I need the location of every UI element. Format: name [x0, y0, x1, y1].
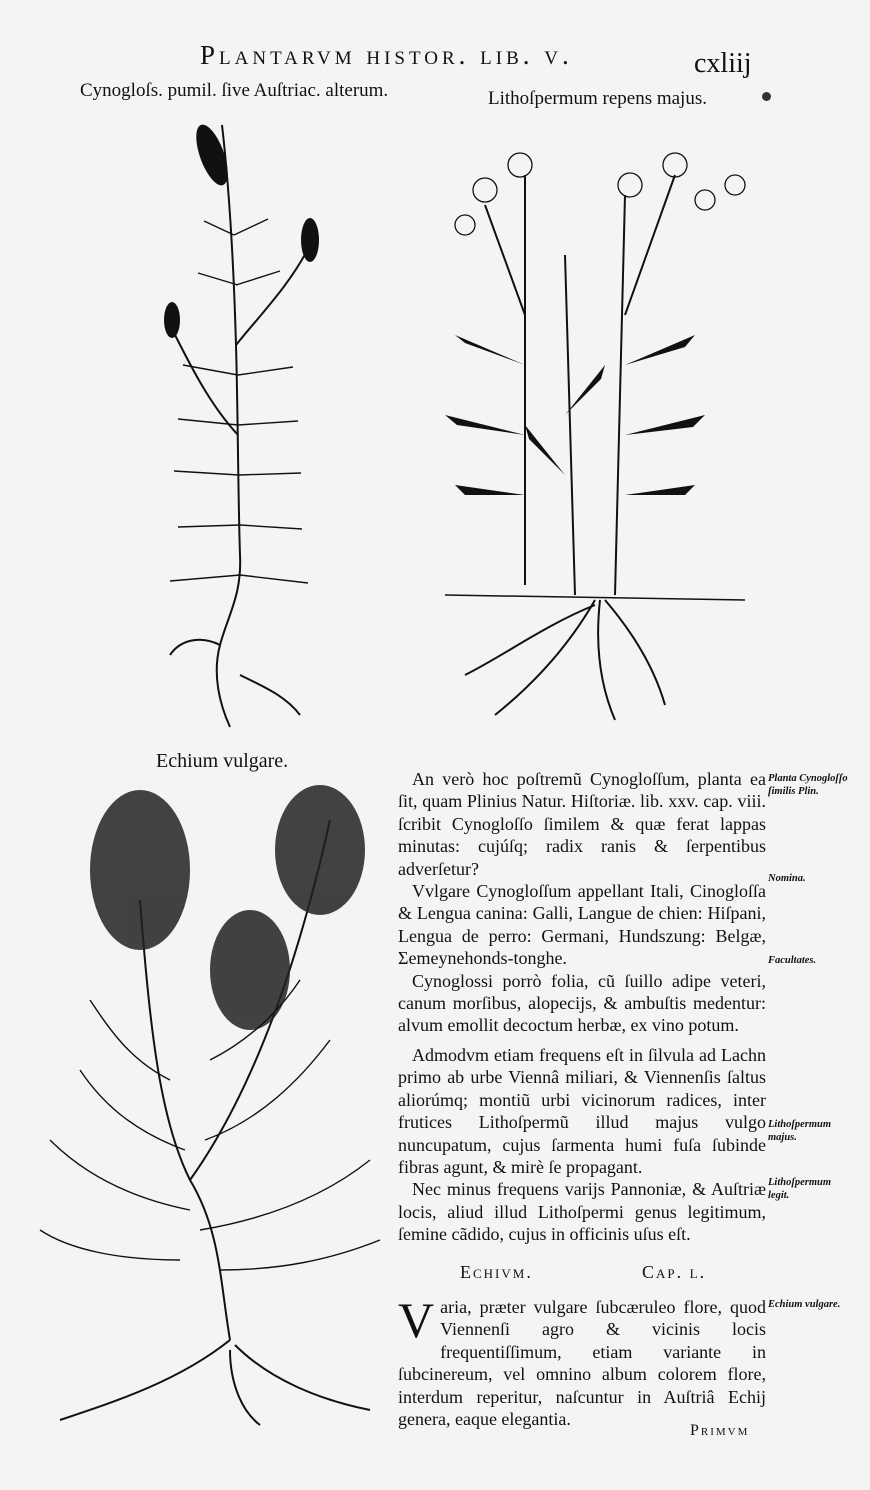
- paragraph-names: Vvlgare Cynogloſſum appellant Itali, Cinogloſſa & Lengua canina: Galli, Langue de chien: Hiſpani, Lengua de perro: Germani, Hundszung: Belgæ, Ʃemeynehonds-tonghe.: [398, 881, 766, 969]
- chapter-number: Cap. l.: [642, 1262, 707, 1282]
- figure-caption-lithospermum: Lithoſpermum repens majus.: [488, 88, 707, 109]
- figure-caption-echium: Echium vulgare.: [156, 750, 289, 772]
- text-block-cynoglossum: [398, 768, 766, 1037]
- margin-note-nomina: Nomina.: [768, 873, 806, 884]
- catchword: Primvm: [690, 1422, 750, 1439]
- woodcut-echium: [30, 780, 390, 1430]
- paragraph-faculties: Cynoglossi porrò folia, cũ ſuillo adipe veteri, canum morſibus, alopecijs, & ambuſtis medentur: alvum emollit decoctum herbæ, ex vino potum.: [398, 970, 766, 1036]
- paragraph-lithospermum-majus: Admodvm etiam frequens eſt in ſilvula ad Lachn primo ab urbe Viennâ miliari, & Viennenſis ſaltus aliorúmq; montiũ urbi vicinorum radices, inter frutices Lithoſpermũ illud majus vulgo nuncupatum, cujus ſarmenta humi fuſa ſubinde fibras agunt, & mirè ſe propagant.: [398, 1045, 766, 1178]
- paragraph-lithospermum-legitimum: Nec minus frequens varijs Pannoniæ, & Auſtriæ locis, aliud illud Lithoſpermi genus legitimum, ſemine cãdido, cujus in officinis uſus eſt.: [398, 1179, 766, 1245]
- woodcut-cynoglossum: [150, 115, 350, 740]
- margin-note-lithospermum-legit: Lithoſpermum legit.: [768, 1177, 832, 1201]
- paragraph-plinius: An verò hoc poſtremũ Cynogloſſum, planta ea ſit, quam Plinius Natur. Hiſtoriæ. lib. xxv. cap. viii. ſcribit Cynogloſſo ſimilem & quæ ferat lappas minutas: cujúſq; radix ranis & ſerpentibus adverſetur?: [398, 769, 766, 879]
- margin-note-plinius: Planta Cynogloſſo ſimilis Plin.: [768, 773, 848, 797]
- chapter-title: Echivm.: [460, 1262, 533, 1282]
- margin-note-echium: Echium vulgare.: [768, 1299, 841, 1310]
- page-number: cxliij: [694, 48, 752, 79]
- running-head: Plantarvm histor. lib. v.: [200, 40, 573, 70]
- margin-note-lithospermum-majus: Lithoſpermum majus.: [768, 1119, 832, 1143]
- margin-note-facultates: Facultates.: [768, 955, 817, 966]
- chapter-text-block: [398, 1292, 766, 1430]
- drop-cap: V: [398, 1292, 435, 1348]
- ink-blot: [762, 92, 771, 101]
- text-block-lithospermum: [398, 1044, 766, 1246]
- figure-caption-cynoglossum: Cynogloſs. pumil. ſive Auſtriac. alterum.: [80, 80, 389, 101]
- woodcut-lithospermum: [425, 115, 755, 735]
- chapter-paragraph: aria, præter vulgare ſubcæruleo flore, quod Viennenſi agro & vicinis locis frequentiſſimum, etiam variante in ſubcinereum, vel omnino album colorem flore, interdum reperitur, naſcuntur in Auſtriâ Echij genera, eaque elegantia.: [398, 1297, 766, 1430]
